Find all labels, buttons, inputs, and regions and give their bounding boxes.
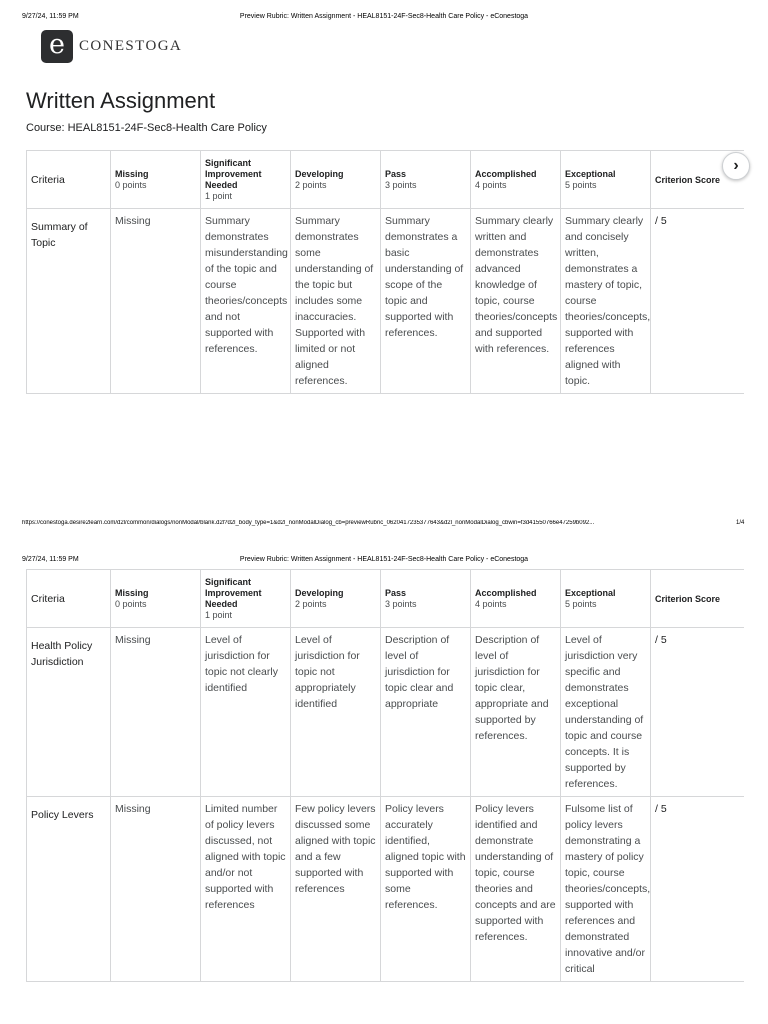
criterion-score: / 5 bbox=[651, 797, 745, 982]
print-title: Preview Rubric: Written Assignment - HEAL8151-24F-Sec8-Health Care Policy - eConestoga bbox=[239, 556, 529, 563]
print-date: 9/27/24, 11:59 PM bbox=[22, 556, 79, 563]
level-header-significant: Significant Improvement Needed 1 point bbox=[201, 570, 291, 628]
rubric-cell: Level of jurisdiction for topic not appropriately identified bbox=[291, 628, 381, 797]
chevron-right-icon: › bbox=[733, 157, 739, 174]
level-header-pass: Pass 3 points bbox=[381, 151, 471, 209]
criteria-header: Criteria bbox=[27, 151, 111, 209]
criterion-name: Summary of Topic bbox=[27, 209, 111, 394]
rubric-cell: Policy levers identified and demonstrate understanding of topic, course theories and concepts and are supported with references. bbox=[471, 797, 561, 982]
rubric-cell: Missing bbox=[111, 797, 201, 982]
print-header bbox=[0, 13, 768, 27]
criterion-name: Policy Levers bbox=[27, 797, 111, 982]
rubric-cell: Fulsome list of policy levers demonstrating a mastery of policy topic, course theories/concepts, supported with references and demonstrated innovative and/or critical bbox=[561, 797, 651, 982]
rubric-cell: Few policy levers discussed some aligned with topic and a few supported with references bbox=[291, 797, 381, 982]
level-header-developing: Developing 2 points bbox=[291, 151, 381, 209]
print-footer bbox=[0, 520, 768, 532]
criterion-score-header: Criterion Score bbox=[651, 570, 745, 628]
logo-e-icon: e bbox=[41, 30, 73, 63]
level-header-pass: Pass 3 points bbox=[381, 570, 471, 628]
criterion-score: / 5 bbox=[651, 209, 745, 394]
print-header-page2 bbox=[0, 556, 768, 570]
rubric-row-jurisdiction bbox=[27, 628, 745, 797]
rubric-cell: Summary clearly and concisely written, demonstrates a mastery of topic, course theories/concepts, supported with references aligned with topic. bbox=[561, 209, 651, 394]
rubric-cell: Description of level of jurisdiction for topic clear, appropriate and supported by references. bbox=[471, 628, 561, 797]
rubric-cell: Limited number of policy levers discussed, not aligned with topic and/or not supported with references bbox=[201, 797, 291, 982]
criterion-score: / 5 bbox=[651, 628, 745, 797]
course-line: Course: HEAL8151-24F-Sec8-Health Care Policy bbox=[26, 122, 267, 134]
rubric-cell: Summary demonstrates some understanding of the topic but includes some inaccuracies. Supported with limited or not aligned references. bbox=[291, 209, 381, 394]
page-title: Written Assignment bbox=[26, 88, 216, 113]
logo-text: CONESTOGA bbox=[79, 38, 183, 54]
level-header-accomplished: Accomplished 4 points bbox=[471, 570, 561, 628]
criterion-name: Health Policy Jurisdiction bbox=[27, 628, 111, 797]
level-header-exceptional: Exceptional 5 points bbox=[561, 151, 651, 209]
rubric-cell: Missing bbox=[111, 628, 201, 797]
rubric-cell: Policy levers accurately identified, aligned topic with supported with some references. bbox=[381, 797, 471, 982]
rubric-cell: Level of jurisdiction for topic not clearly identified bbox=[201, 628, 291, 797]
conestoga-logo[interactable] bbox=[41, 30, 182, 63]
print-url: https://conestoga.desire2learn.com/d2l/common/dialogs/nonModal/blank.d2l?d2l_body_type=1&d2l_nonModalDialog_cb=previewRubric_0620417235377643&d2l_nonModalDialog_cbwin=f3d41550766e47259b092... bbox=[22, 520, 595, 526]
level-header-missing: Missing 0 points bbox=[111, 570, 201, 628]
rubric-table-page1 bbox=[26, 150, 744, 394]
rubric-cell: Summary demonstrates a basic understanding of scope of the topic and supported with references. bbox=[381, 209, 471, 394]
print-date: 9/27/24, 11:59 PM bbox=[22, 13, 79, 20]
level-header-missing: Missing 0 points bbox=[111, 151, 201, 209]
level-header-significant: Significant Improvement Needed 1 point bbox=[201, 151, 291, 209]
rubric-cell: Level of jurisdiction very specific and demonstrates exceptional understanding of topic and course concepts. It is supported by references. bbox=[561, 628, 651, 797]
rubric-row-policy-levers bbox=[27, 797, 745, 982]
criteria-header: Criteria bbox=[27, 570, 111, 628]
level-header-exceptional: Exceptional 5 points bbox=[561, 570, 651, 628]
print-title: Preview Rubric: Written Assignment - HEAL8151-24F-Sec8-Health Care Policy - eConestoga bbox=[239, 13, 529, 20]
print-page-number: 1/4 bbox=[736, 520, 745, 526]
rubric-table-page2 bbox=[26, 569, 744, 1024]
rubric-cell: Missing bbox=[111, 209, 201, 394]
rubric-cell: Summary clearly written and demonstrates advanced knowledge of topic, course theories/concepts and supported with references. bbox=[471, 209, 561, 394]
criterion-score-header: Criterion Score bbox=[651, 151, 745, 209]
rubric-cell: Description of level of jurisdiction for topic clear and appropriate bbox=[381, 628, 471, 797]
rubric-cell: Summary demonstrates misunderstanding of the topic and course theories/concepts and not supported with references. bbox=[201, 209, 291, 394]
level-header-developing: Developing 2 points bbox=[291, 570, 381, 628]
level-header-accomplished: Accomplished 4 points bbox=[471, 151, 561, 209]
scroll-right-button[interactable] bbox=[722, 152, 750, 180]
rubric-row-summary bbox=[27, 209, 745, 394]
